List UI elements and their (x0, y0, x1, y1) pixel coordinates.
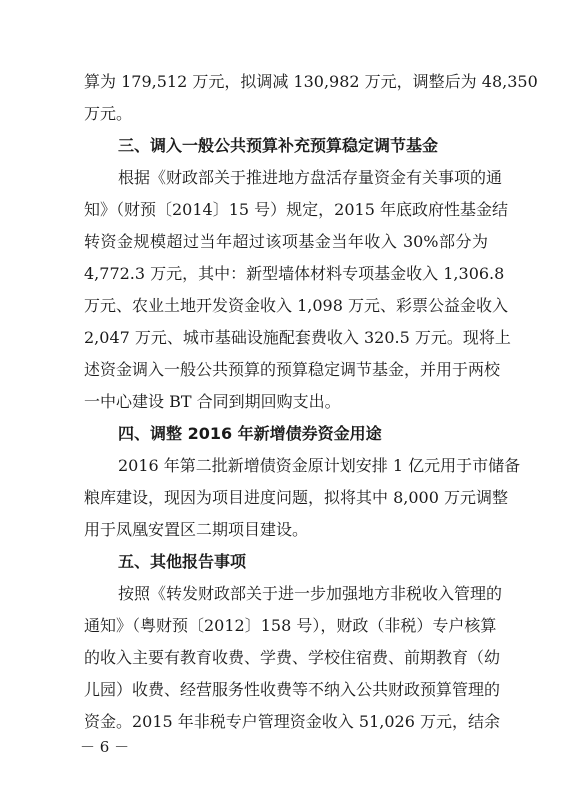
section-heading-3: 三、调入一般公共预算补充预算稳定调节基金 (118, 136, 439, 155)
body-text-line: 万元。 (84, 104, 133, 123)
body-text-line: 的收入主要有教育收费、学费、学校住宿费、前期教育（幼 (84, 648, 501, 667)
section-heading-5: 五、其他报告事项 (118, 552, 247, 571)
body-text-line: 根据《财政部关于推进地方盘活存量资金有关事项的通 (118, 168, 503, 187)
section-heading-4: 四、调整 2016 年新增债券资金用途 (118, 424, 382, 443)
body-text-line: 万元、农业土地开发资金收入 1,098 万元、彩票公益金收入 (84, 296, 508, 315)
body-text-line: 按照《转发财政部关于进一步加强地方非税收入管理的 (118, 584, 503, 603)
page-number: － 6 － (80, 738, 130, 756)
body-text-line: 算为 179,512 万元，拟调减 130,982 万元，调整后为 48,350 (84, 72, 538, 91)
body-text-line: 一中心建设 BT 合同到期回购支出。 (84, 392, 341, 411)
body-text-line: 粮库建设，现因为项目进度问题，拟将其中 8,000 万元调整 (84, 488, 508, 507)
body-text-line: 通知》（粤财预〔2012〕158 号），财政（非税）专户核算 (84, 616, 497, 635)
body-text-line: 2016 年第二批新增债资金原计划安排 1 亿元用于市储备 (118, 456, 521, 475)
body-text-line: 述资金调入一般公共预算的预算稳定调节基金，并用于两校 (84, 360, 501, 379)
body-text-line: 2,047 万元、城市基础设施配套费收入 320.5 万元。现将上 (84, 328, 511, 347)
body-text-line: 用于凤凰安置区二期项目建设。 (84, 520, 309, 539)
body-text-line: 4,772.3 万元，其中：新型墙体材料专项基金收入 1,306.8 (84, 264, 505, 283)
body-text-line: 儿园）收费、经营服务性收费等不纳入公共财政预算管理的 (84, 680, 501, 699)
body-text-line: 转资金规模超过当年超过该项基金当年收入 30%部分为 (84, 232, 488, 251)
body-text-line: 资金。2015 年非税专户管理资金收入 51,026 万元，结余 (84, 712, 500, 731)
body-text-line: 知》（财预〔2014〕15 号）规定，2015 年底政府性基金结 (84, 200, 508, 219)
